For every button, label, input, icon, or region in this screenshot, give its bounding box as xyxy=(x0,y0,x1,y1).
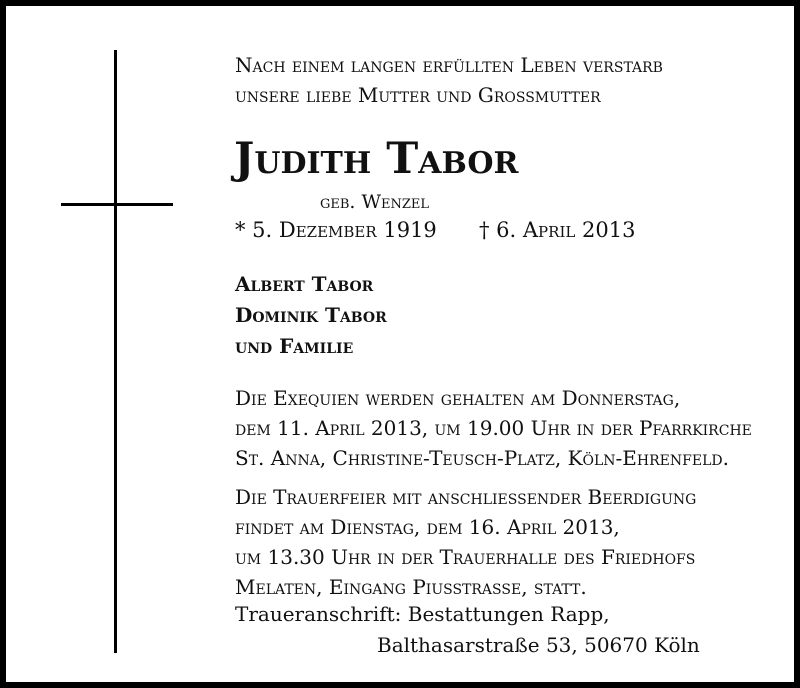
mourners-list xyxy=(235,269,387,362)
deceased-name: Judith Tabor xyxy=(234,134,519,184)
address-line-2: Balthasarstraße 53, 50670 Köln xyxy=(377,633,700,657)
exequies-line: St. Anna, Christine-Teusch-Platz, Köln-Ehrenfeld. xyxy=(235,446,729,470)
intro-text xyxy=(235,50,663,110)
intro-line-1: Nach einem langen erfüllten Leben verstarb xyxy=(235,53,663,77)
mourner-name: Dominik Tabor xyxy=(235,303,387,327)
death-date: † 6. April 2013 xyxy=(479,218,636,242)
exequies-line: Die Exequien werden gehalten am Donnerstag, xyxy=(235,386,681,410)
cross-vertical-bar xyxy=(114,50,117,653)
funeral-line: findet am Dienstag, dem 16. April 2013, xyxy=(235,515,620,539)
funeral-line: Die Trauerfeier mit anschliessender Beerdigung xyxy=(235,485,697,509)
birth-date: * 5. Dezember 1919 xyxy=(235,218,437,242)
funeral-line: um 13.30 Uhr in der Trauerhalle des Friedhofs xyxy=(235,545,696,569)
funeral-line: Melaten, Eingang Piusstrasse, statt. xyxy=(235,575,587,599)
exequies-line: dem 11. April 2013, um 19.00 Uhr in der Pfarrkirche xyxy=(235,416,752,440)
mourner-name: und Familie xyxy=(235,334,354,358)
funeral-notice xyxy=(235,482,696,602)
intro-line-2: unsere liebe Mutter und Grossmutter xyxy=(235,83,601,107)
birth-name: geb. Wenzel xyxy=(320,191,430,213)
address-line-1: Traueranschrift: Bestattungen Rapp, xyxy=(235,602,610,626)
exequies-notice xyxy=(235,383,752,473)
cross-horizontal-bar xyxy=(61,203,173,206)
mourner-name: Albert Tabor xyxy=(235,272,374,296)
mourning-address xyxy=(235,599,700,661)
